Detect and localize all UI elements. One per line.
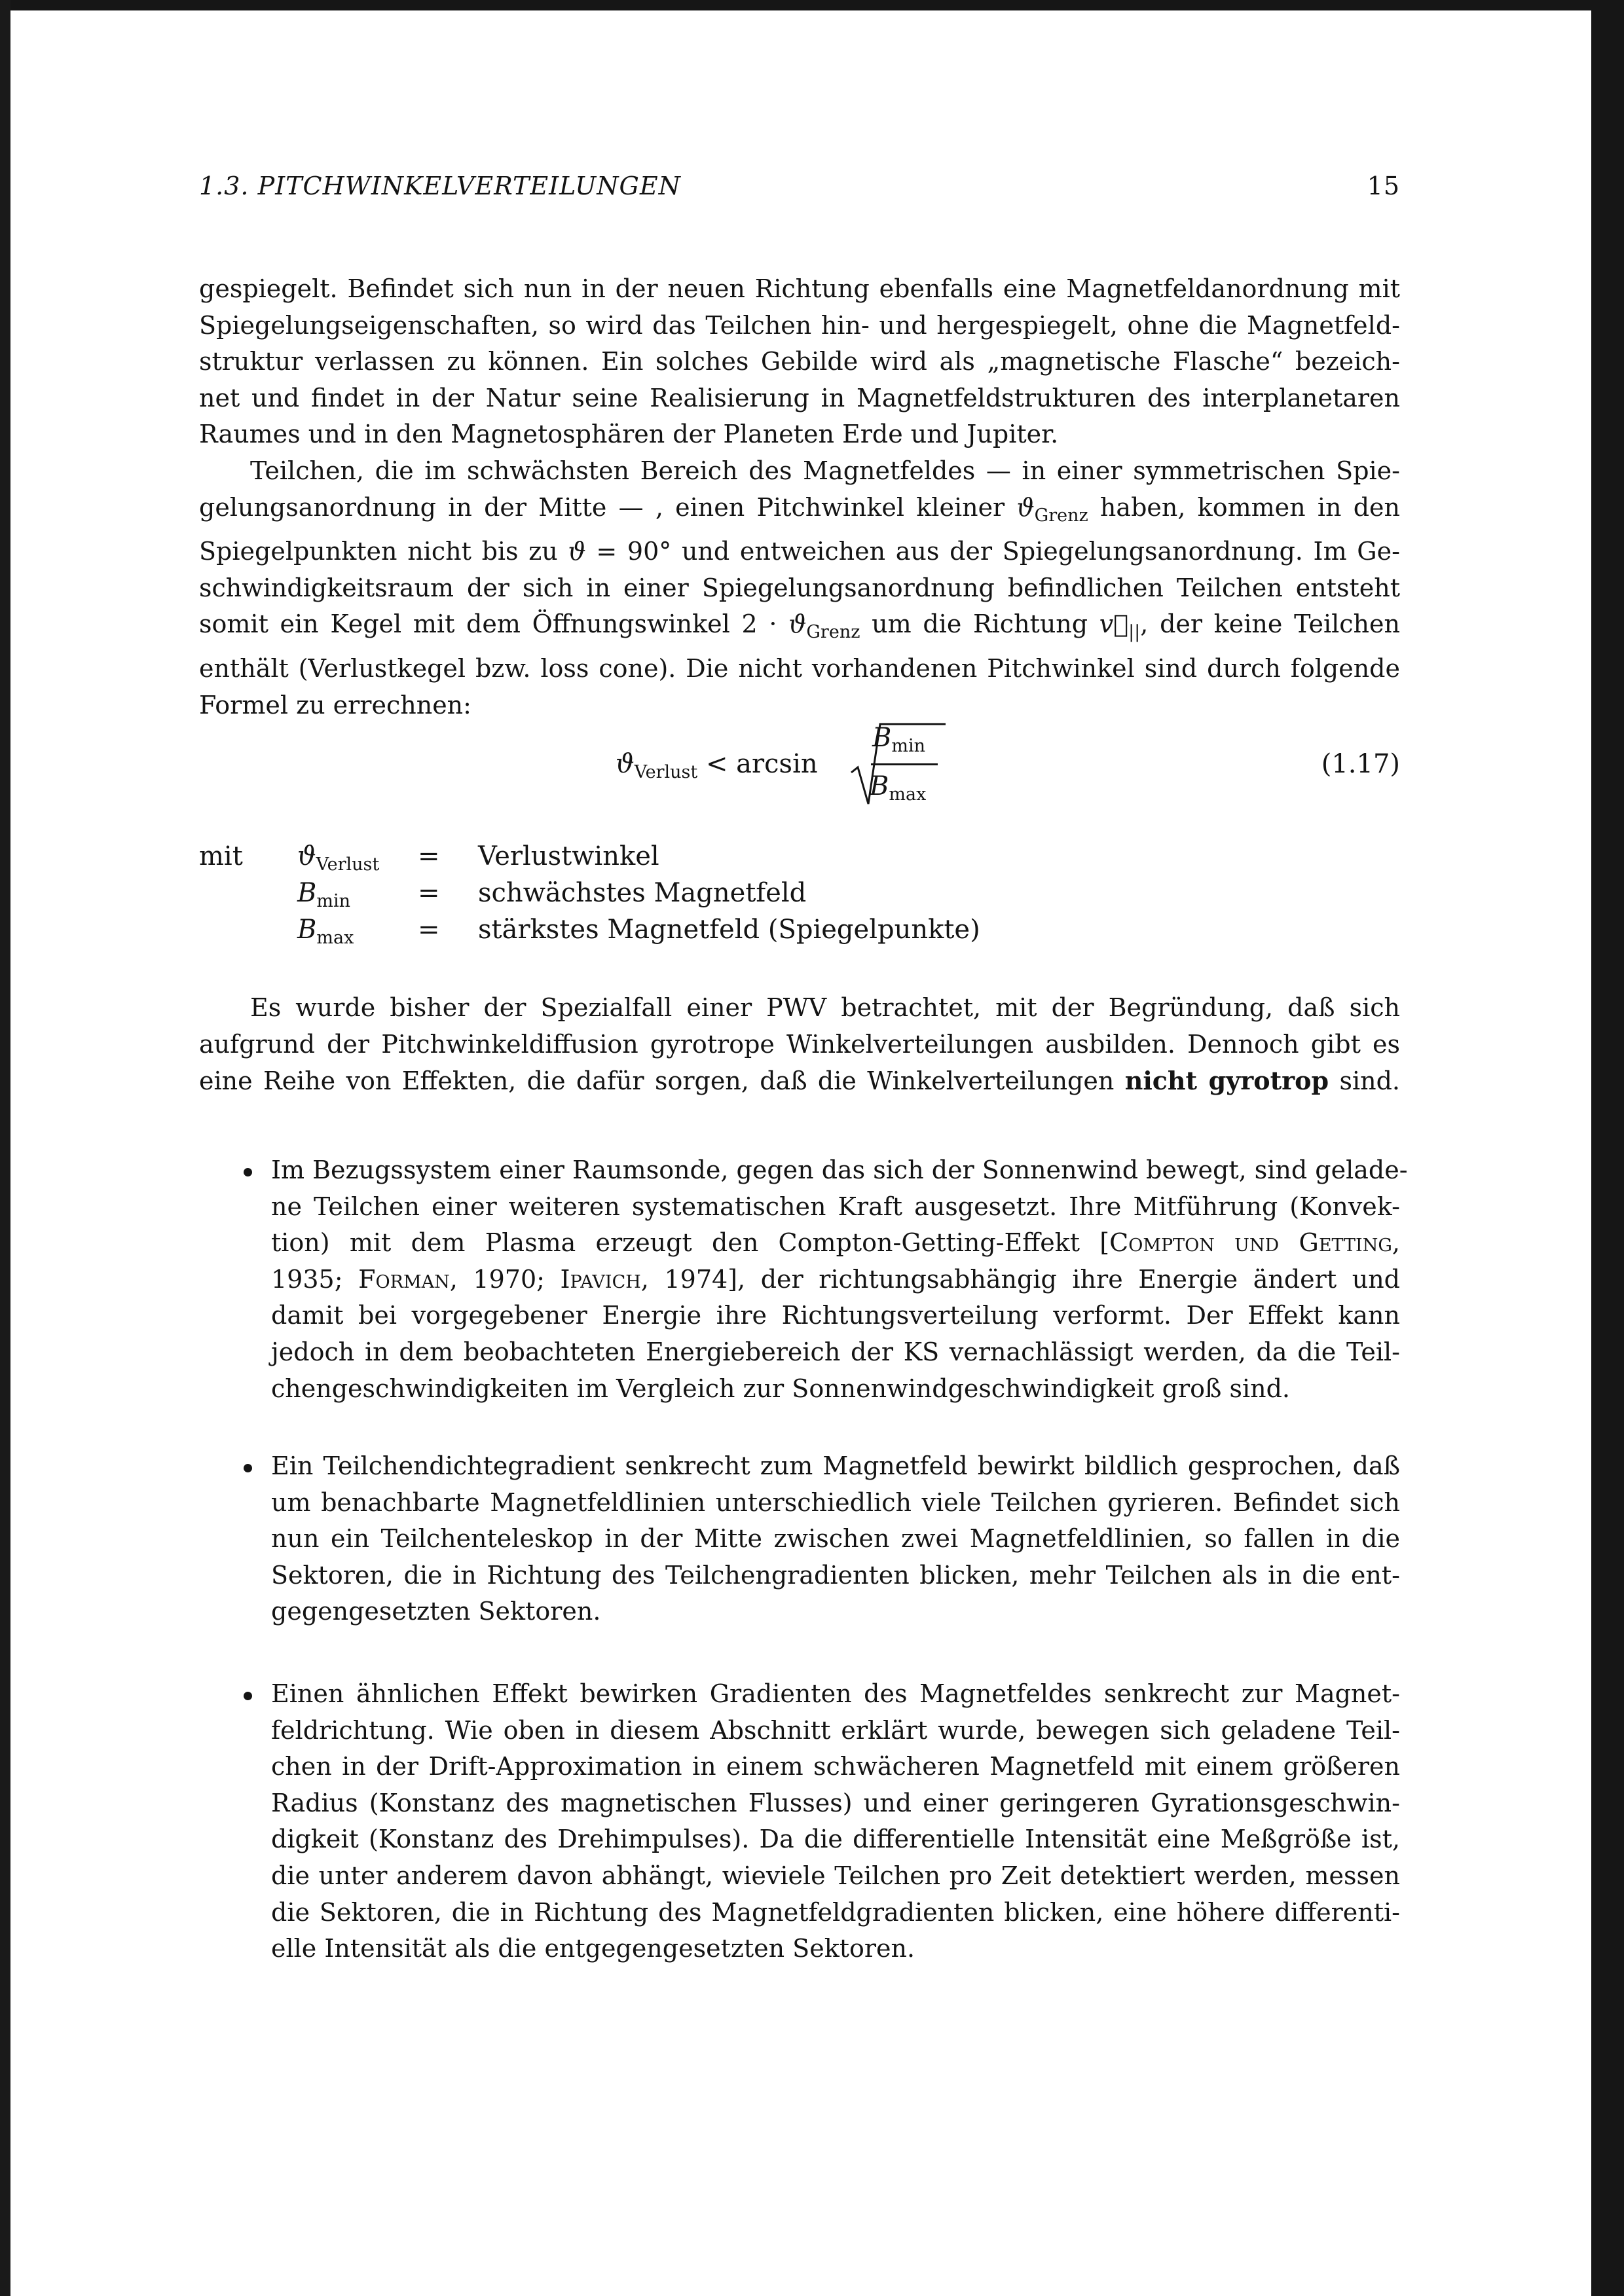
bullet-item-field-gradient bbox=[199, 1676, 1400, 1967]
text-line: um benachbarte Magnetfeldlinien unterschiedlich viele Teilchen gyrieren. Befindet sich bbox=[271, 1487, 1400, 1517]
scan-border-left bbox=[0, 0, 10, 2296]
b-symbol: B bbox=[870, 771, 889, 801]
text-run: um die Richtung bbox=[860, 610, 1099, 639]
bullet-text bbox=[271, 1152, 1408, 1407]
page-number: 15 bbox=[1367, 172, 1400, 200]
text-line: die unter anderem davon abhängt, wieviele Teilchen pro Zeit detektiert werden, messen bbox=[271, 1861, 1400, 1890]
citation-author: Compton und Getting bbox=[1109, 1228, 1392, 1258]
text-run: Spiegelpunkten nicht bis zu bbox=[199, 537, 568, 566]
symbol-subscript: Verlust bbox=[316, 854, 380, 875]
text-line: jedoch in dem beobachteten Energiebereich der KS vernachlässigt werden, da die Teil- bbox=[271, 1337, 1400, 1366]
theta-symbol: ϑ bbox=[1016, 492, 1035, 522]
bullet-item-density-gradient bbox=[199, 1448, 1400, 1630]
velocity-vector-symbol: v⃗ bbox=[1099, 610, 1129, 639]
text-run: haben, kommen in den bbox=[1088, 492, 1400, 522]
mit-label: mit bbox=[199, 841, 243, 871]
bullet-text bbox=[271, 1676, 1400, 1967]
subscript-parallel: || bbox=[1128, 622, 1141, 643]
paragraph-1 bbox=[199, 271, 1400, 453]
b-symbol: B bbox=[872, 723, 892, 753]
scan-border-right bbox=[1591, 0, 1624, 2296]
fraction-bar bbox=[871, 763, 938, 765]
subscript-grenz: Grenz bbox=[1034, 505, 1088, 526]
text-line: Raumes und in den Magnetosphären der Planeten Erde und Jupiter. bbox=[199, 420, 1059, 449]
theta-symbol: ϑ bbox=[616, 749, 635, 779]
text-run: , 1970; bbox=[449, 1264, 561, 1294]
citation-author: Ipavich bbox=[560, 1264, 641, 1294]
text-line: Radius (Konstanz des magnetischen Flusses) und einer geringeren Gyrationsgeschwin- bbox=[271, 1788, 1400, 1817]
definition-symbol bbox=[297, 911, 354, 957]
text-line: Ein Teilchendichtegradient senkrecht zum Magnetfeld bewirkt bildlich gesprochen, daß bbox=[271, 1451, 1400, 1480]
text-line: Im Bezugssystem einer Raumsonde, gegen das sich der Sonnenwind bewegt, sind gelade- bbox=[271, 1156, 1408, 1184]
symbol-letter: B bbox=[297, 878, 317, 908]
section-title: 1.3. PITCHWINKELVERTEILUNGEN bbox=[199, 172, 681, 200]
bullet-text bbox=[271, 1448, 1400, 1630]
equals-sign: = bbox=[418, 878, 440, 908]
text-run: tion) mit dem Plasma erzeugt den Compton-Getting-Effekt [ bbox=[271, 1228, 1110, 1258]
equals-sign: = bbox=[418, 841, 440, 871]
definition-row bbox=[199, 875, 1400, 911]
symbol-letter: ϑ bbox=[297, 841, 316, 871]
text-line: schwindigkeitsraum der sich in einer Spiegelungsanordnung befindlichen Teilchen entsteht bbox=[199, 573, 1400, 602]
text-line: enthält (Verlustkegel bzw. loss cone). Die nicht vorhandenen Pitchwinkel sind durch folgende bbox=[199, 653, 1400, 683]
text-run: = 90° und entweichen aus der Spiegelungsanordnung. Im Ge- bbox=[585, 537, 1400, 566]
definition-text: stärkstes Magnetfeld (Spiegelpunkte) bbox=[478, 915, 980, 945]
text-line: Formel zu errechnen: bbox=[199, 690, 471, 720]
text-run: , 1974], der richtungsabhängig ihre Energie ändert und bbox=[640, 1264, 1400, 1294]
text-line: chen in der Drift-Approximation in einem schwächeren Magnetfeld mit einem größeren bbox=[271, 1752, 1400, 1781]
text-line bbox=[199, 606, 1400, 651]
symbol-subscript: min bbox=[316, 891, 351, 911]
equation-1-17 bbox=[199, 720, 1400, 812]
paragraph-2 bbox=[199, 453, 1400, 723]
equation-number: (1.17) bbox=[1321, 749, 1400, 779]
symbol-subscript: max bbox=[316, 928, 354, 948]
subscript-grenz: Grenz bbox=[806, 622, 860, 643]
definition-row bbox=[199, 911, 1400, 948]
fraction-numerator bbox=[872, 723, 925, 756]
theta-symbol: ϑ bbox=[568, 537, 586, 566]
citation-author: Forman bbox=[358, 1264, 450, 1294]
subscript-max: max bbox=[889, 784, 927, 805]
running-head bbox=[199, 172, 1400, 211]
text-line: Spiegelungseigenschaften, so wird das Teilchen hin- und hergespiegelt, ohne die Magnetfeld- bbox=[199, 310, 1400, 340]
text-line bbox=[199, 534, 1400, 570]
text-line: die Sektoren, die in Richtung des Magnetfeldgradienten blicken, eine höhere differenti- bbox=[271, 1897, 1400, 1927]
text-line: Einen ähnlichen Effekt bewirken Gradienten des Magnetfeldes senkrecht zur Magnet- bbox=[271, 1679, 1400, 1708]
bullet-icon bbox=[244, 1464, 252, 1472]
text-run: eine Reihe von Effekten, die dafür sorgen, daß die Winkelverteilungen bbox=[199, 1066, 1125, 1096]
text-line: Sektoren, die in Richtung des Teilchengradienten blicken, mehr Teilchen als in die ent- bbox=[271, 1560, 1400, 1590]
text-line: gegengesetzten Sektoren. bbox=[271, 1597, 601, 1626]
text-run: , der keine Teilchen bbox=[1140, 610, 1400, 639]
text-line: chengeschwindigkeiten im Vergleich zur Sonnenwindgeschwindigkeit groß sind. bbox=[271, 1374, 1290, 1403]
text-line: gespiegelt. Befindet sich nun in der neuen Richtung ebenfalls eine Magnetfeldanordnung mit bbox=[199, 274, 1400, 303]
text-line: Teilchen, die im schwächsten Bereich des Magnetfeldes — in einer symmetrischen Spie- bbox=[250, 456, 1400, 485]
subscript-verlust: Verlust bbox=[634, 762, 698, 782]
definition-row bbox=[199, 838, 1400, 875]
text-line: feldrichtung. Wie oben in diesem Abschnitt erklärt wurde, bewegen sich geladene Teil- bbox=[271, 1715, 1400, 1745]
emphasis-bold: nicht gyrotrop bbox=[1124, 1066, 1329, 1096]
fraction-denominator bbox=[870, 771, 926, 805]
text-line: ne Teilchen einer weiteren systematischen Kraft ausgesetzt. Ihre Mitführung (Konvek- bbox=[271, 1192, 1400, 1221]
bullet-icon bbox=[244, 1168, 252, 1176]
text-line: elle Intensität als die entgegengesetzten Sektoren. bbox=[271, 1934, 915, 1963]
bullet-icon bbox=[244, 1692, 252, 1700]
text-line bbox=[271, 1262, 1400, 1298]
text-line: digkeit (Konstanz des Drehimpulses). Da die differentielle Intensität eine Meßgröße ist, bbox=[271, 1825, 1400, 1854]
equals-sign: = bbox=[418, 915, 440, 945]
definition-text: Verlustwinkel bbox=[478, 841, 659, 871]
text-run: somit ein Kegel mit dem Öffnungswinkel 2 · bbox=[199, 610, 789, 639]
paragraph-3 bbox=[199, 990, 1400, 1100]
equation-relation: < arcsin bbox=[697, 749, 818, 779]
text-run: 1935; bbox=[271, 1264, 359, 1294]
text-run: gelungsanordnung in der Mitte — , einen Pitchwinkel kleiner bbox=[199, 492, 1017, 522]
subscript-min: min bbox=[891, 736, 926, 756]
text-line: damit bei vorgegebener Energie ihre Richtungsverteilung verformt. Der Effekt kann bbox=[271, 1301, 1400, 1330]
text-line: net und findet in der Natur seine Realisierung in Magnetfeldstrukturen des interplanetaren bbox=[199, 383, 1400, 412]
symbol-letter: B bbox=[297, 915, 317, 945]
symbol-definitions bbox=[199, 838, 1400, 956]
text-line: struktur verlassen zu können. Ein solches Gebilde wird als „magnetische Flasche“ bezeich- bbox=[199, 347, 1400, 376]
text-line bbox=[199, 490, 1400, 534]
text-run: , bbox=[1392, 1228, 1401, 1258]
definition-text: schwächstes Magnetfeld bbox=[478, 878, 807, 908]
bullet-item-compton-getting bbox=[199, 1152, 1408, 1407]
text-run: sind. bbox=[1329, 1066, 1400, 1096]
text-line: nun ein Teilchenteleskop in der Mitte zwischen zwei Magnetfeldlinien, so fallen in die bbox=[271, 1524, 1400, 1554]
equation-lhs bbox=[616, 749, 818, 782]
scan-border-top bbox=[0, 0, 1624, 10]
theta-symbol: ϑ bbox=[788, 610, 807, 639]
text-line: aufgrund der Pitchwinkeldiffusion gyrotrope Winkelverteilungen ausbilden. Dennoch gibt es bbox=[199, 1029, 1400, 1059]
text-line: Es wurde bisher der Spezialfall einer PWV betrachtet, mit der Begründung, daß sich bbox=[250, 993, 1400, 1022]
text-line bbox=[199, 1063, 1400, 1100]
text-line bbox=[271, 1225, 1400, 1262]
